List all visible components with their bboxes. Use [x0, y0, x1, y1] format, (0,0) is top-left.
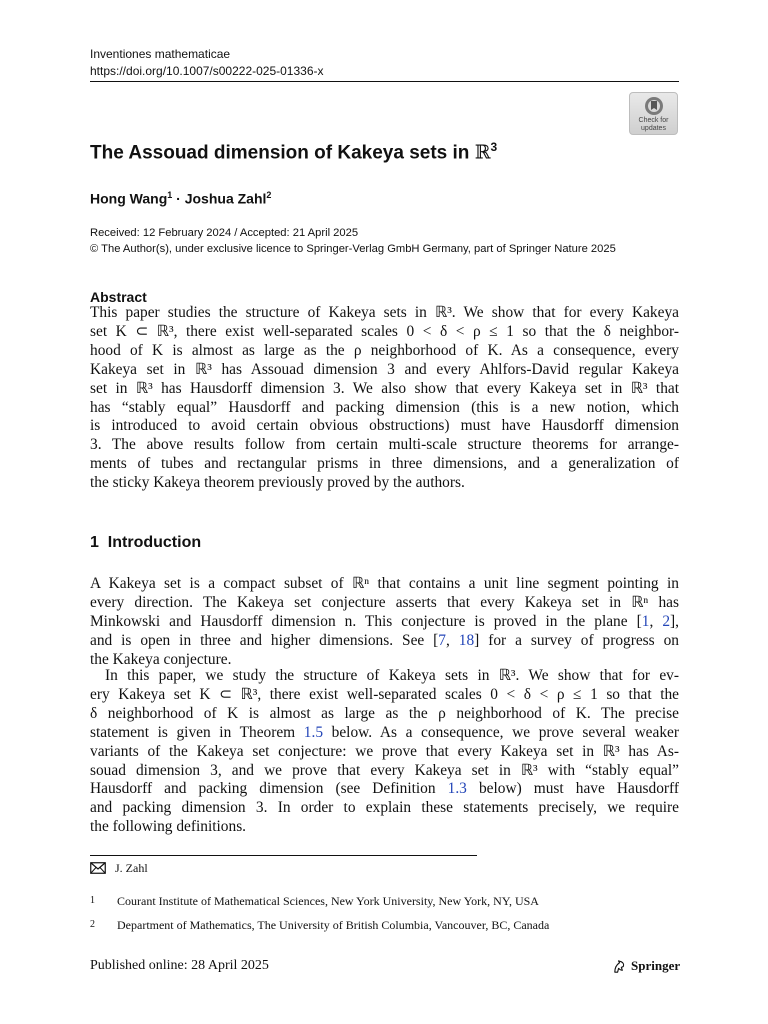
copyright-line: © The Author(s), under exclusive licence to Springer-Verlag GmbH Germany, part of Springer Nature 2025: [90, 243, 616, 255]
author-name[interactable]: Joshua Zahl: [184, 190, 267, 207]
doi-link[interactable]: https://doi.org/10.1007/s00222-025-01336-x: [90, 64, 324, 78]
intro-paragraph: A Kakeya set is a compact subset of ℝⁿ that contains a unit line segment pointing in every direction. The Kakeya set conjecture asserts that every Kakeya set in ℝⁿ has Minkowski and Hausdorff dimension n. This conjecture is proved in the plane [1, 2], and is open in three and higher dimensions. See [7, 18] for a survey of progress on the Kakeya conjecture.: [90, 575, 679, 668]
author-name[interactable]: Hong Wang: [90, 190, 168, 207]
abstract-heading: Abstract: [90, 289, 147, 305]
publisher-name: Springer: [631, 958, 681, 973]
citation-link[interactable]: 1: [641, 612, 650, 630]
dates-line: Received: 12 February 2024 / Accepted: 21 April 2025: [90, 227, 359, 239]
section-heading: 1 Introduction: [90, 534, 202, 551]
journal-name: Inventiones mathematicae: [90, 47, 231, 61]
citation-link[interactable]: 2: [662, 612, 671, 630]
publisher-logo: [612, 957, 680, 975]
check-for-updates-badge[interactable]: [629, 92, 678, 135]
envelope-icon[interactable]: [90, 862, 106, 874]
footnote-rule: [90, 855, 477, 856]
author-list: Hong Wang$^1$ · Joshua Zahl$^2$: [90, 190, 272, 207]
citation-link[interactable]: 18: [458, 631, 475, 649]
paper-title: The Assouad dimension of Kakeya sets in ℝ$^3$: [90, 140, 498, 164]
definition-link[interactable]: 1.3: [447, 780, 467, 798]
published-date: Published online: 28 April 2025: [90, 958, 269, 973]
intro-paragraph: In this paper, we study the structure of Kakeya sets in ℝ³. We show that for ev- ery Kakeya set K ⊂ ℝ³, there exist well-separated scales 0 < δ < ρ ≤ 1 so that the δ neighborhood of K is almost as large as the ρ neighborhood of K. The precise statement is given in Theorem 1.5 below. As a consequence, we prove several weaker variants of the Kakeya set conjecture: we prove that every Kakeya set in ℝ³ has As- souad dimension 3, and we prove that every Kakeya set in ℝ³ with “stably equal” Hausdorff and packing dimension (see Definition 1.3 below) must have Hausdorff and packing dimension 3. In order to explain these statements precisely, we require the following definitions.: [90, 667, 680, 836]
abstract-body: This paper studies the structure of Kakeya sets in ℝ³. We show that for every Kakeya set K ⊂ ℝ³, there exist well-separated scales 0 < δ < ρ ≤ 1 so that the δ neighbor- hood of K is almost as large as the ρ neighborhood of K. As a consequence, every Kakeya set in ℝ³ has Assouad dimension 3 and every Ahlfors-David regular Kakeya set in ℝ³ has Hausdorff dimension 3. We also show that every Kakeya set in ℝ³ that has “stably equal” Hausdorff and packing dimension (this is a new notion, which is introduced to avoid certain obvious obstructions) must have Hausdorff dimension 3. The above results follow from certain multi-scale structure theorems for arrange- ments of tubes and rectangular prisms in three dimensions, and a generalization of the sticky Kakeya theorem previously proved by the authors.: [90, 304, 679, 492]
affiliation-number: 1: [90, 895, 95, 906]
header-rule: [90, 81, 679, 82]
bookmark-icon: [644, 96, 664, 116]
corresponding-author: J. Zahl: [115, 861, 148, 875]
affiliation-number: 2: [90, 919, 95, 930]
theorem-link[interactable]: 1.5: [303, 723, 324, 741]
citation-link[interactable]: 7: [438, 631, 446, 649]
affiliation: Department of Mathematics, The University of British Columbia, Vancouver, BC, Canada: [117, 918, 550, 932]
badge-label: Check for updates: [638, 117, 669, 132]
affiliation: Courant Institute of Mathematical Sciences, New York University, New York, NY, USA: [117, 894, 539, 908]
springer-horse-icon: [612, 959, 627, 974]
